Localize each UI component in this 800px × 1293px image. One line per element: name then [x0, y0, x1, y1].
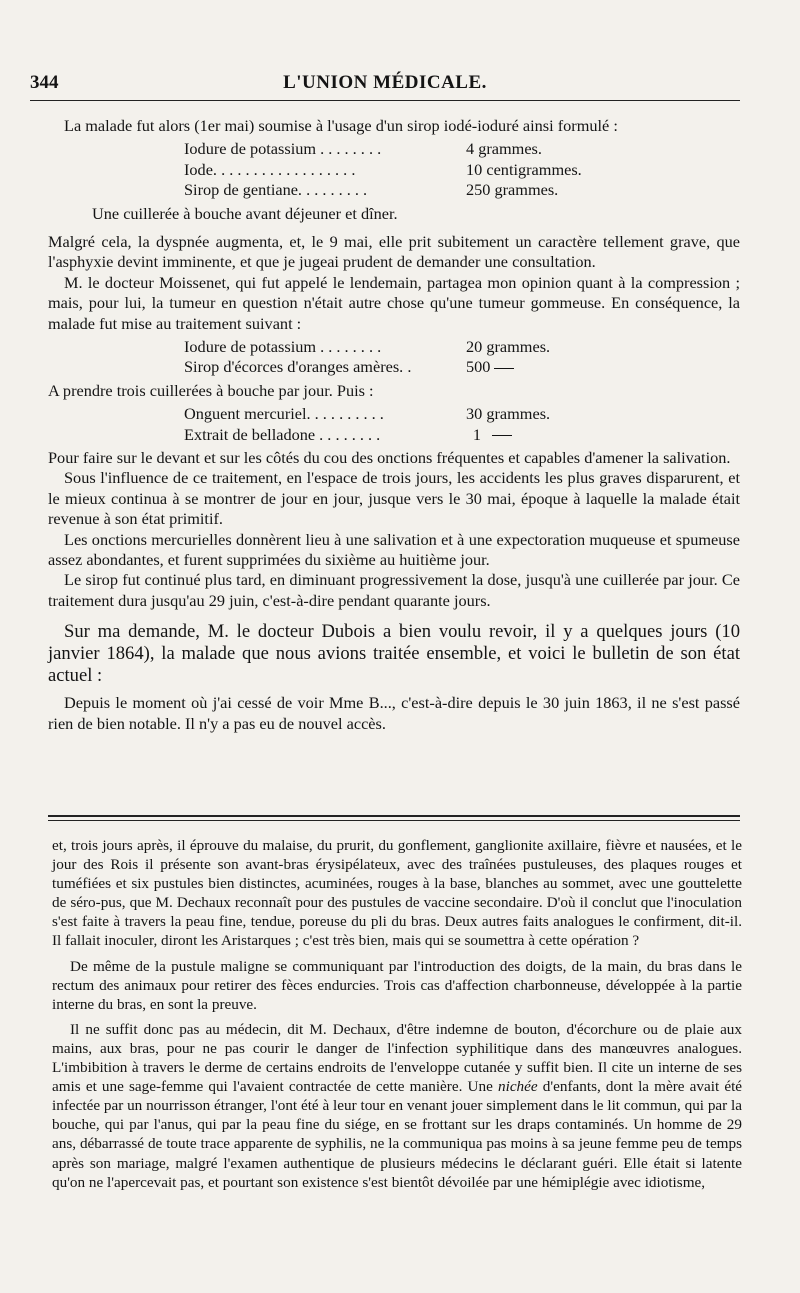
ingredient-name: Iodure de potassium . . . . . . . . — [184, 139, 382, 159]
formula-row — [184, 425, 740, 445]
page-number: 344 — [30, 72, 59, 93]
formula-iodure — [184, 337, 740, 378]
paragraph-intro: La malade fut alors (1er mai) soumise à l'usage d'un sirop iodé-ioduré ainsi formulé : — [64, 116, 618, 135]
formula-row — [184, 160, 740, 180]
header-rule — [30, 100, 740, 101]
ingredient-quantity: 500 — [466, 357, 491, 377]
paragraph-dubois: Sur ma demande, M. le docteur Dubois a bien voulu revoir, il y a quelques jours (10 janvier 1864), la malade que nous avions traitée ensemble, et voici le bulletin de son état actuel : — [48, 621, 740, 687]
ingredient-name: Sirop d'écorces d'oranges amères. . — [184, 357, 412, 377]
formula-onguent — [184, 404, 740, 445]
italic-word: nichée — [498, 1078, 538, 1096]
ingredient-quantity: 4 grammes. — [466, 139, 542, 159]
article-text — [48, 116, 740, 734]
feuilleton-paragraph-1: et, trois jours après, il éprouve du malaise, du prurit, du gonflement, ganglionite axillaire, fièvre et nausées, et le jour des Rois il présente son avant-bras érysipélateux, avec des traînées pustuleuses, des plaques rouges et tuméfiées et six pustules bien distinctes, acuminées, rouges à la base, blanches au sommet, avec une gouttelette de séro-pus, que M. Dechaux reconnaît pour des pustules de vaccine secondaire. D'où il conclut que l'inoculation s'est faite à travers la peau fine, tendue, poreuse du pli du bras. Deux autres faits analogues le confirment, dit-il. Il fallait inoculer, diront les Aristarques ; c'est très bien, mais qui se soumettra à cette opération ? — [52, 837, 742, 950]
ingredient-name: Onguent mercuriel. . . . . . . . . . — [184, 404, 384, 424]
ingredient-name: Extrait de belladone . . . . . . . . — [184, 424, 381, 444]
formula-sirop-iode — [184, 139, 740, 200]
text-run: d'enfants, dont la mère avait été infectée par un nourrisson étranger, l'ont été à leur tour en venant jouer simplement dans le lit commun, qui par la bouche, qui par l'anus, qui par la peau fine du siége, en se frottant sur les draps contaminés. Un homme de 29 ans, débarrassé de toute trace apparente de syphilis, ne la communiqua pas moins à sa jeune femme peu de temps après son mariage, malgré l'examen authentique de plusieurs médecins le déclarant guéri. Elle était si latente qu'on ne l'apercevait pas, et pourtant son existence s'est bientôt dévoilée par une hémiplégie avec idiotisme, — [52, 1078, 743, 1191]
paragraph-dyspnee: Malgré cela, la dyspnée augmenta, et, le 9 mai, elle prit subitement un caractère tellement grave, que l'asphyxie devint imminente, et que je jugeai prudent de demander une consultation. — [48, 231, 740, 272]
feuilleton-separator — [48, 815, 740, 821]
journal-title: L'UNION MÉDICALE. — [283, 72, 487, 93]
paragraph-onctions: Pour faire sur le devant et sur les côtés du cou des onctions fréquentes et capables d'amener la salivation. — [48, 447, 731, 467]
ingredient-quantity: 1 — [472, 424, 482, 444]
feuilleton-paragraph-3 — [52, 1020, 742, 1192]
feuilleton-text — [52, 836, 742, 1192]
ingredient-name: Iodure de potassium . . . . . . . . — [184, 337, 382, 357]
paragraph-influence: Sous l'influence de ce traitement, en l'espace de trois jours, les accidents les plus graves disparurent, et le mieux continua à se montrer de jour en jour, jusque vers le 30 mai, époque à laquelle la malade était revenue à son état primitif. — [48, 468, 740, 529]
formula-row — [184, 357, 740, 377]
paragraph-mercurielles: Les onctions mercurielles donnèrent lieu à une salivation et à une expectoration muqueuse et spumeuse assez abondantes, et furent supprimées du sixième au huitième jour. — [48, 529, 740, 570]
ingredient-quantity: 250 grammes. — [466, 180, 559, 200]
ingredient-quantity: 30 grammes. — [466, 404, 551, 424]
page-header — [30, 72, 740, 98]
paragraph-moissenet: M. le docteur Moissenet, qui fut appelé le lendemain, partagea mon opinion quant à la compression ; mais, pour lui, la tumeur en question n'était autre chose qu'une tumeur gommeuse. En conséquence, la malade fut mise au traitement suivant : — [48, 272, 740, 333]
paragraph-sirop: Le sirop fut continué plus tard, en diminuant progressivement la dose, jusqu'à une cuillerée par jour. Ce traitement dura jusqu'au 29 juin, c'est-à-dire pendant quarante jours. — [48, 570, 740, 610]
dosage-instruction: A prendre trois cuillerées à bouche par jour. Puis : — [48, 380, 374, 400]
text-run: Il ne suffit donc pas au médecin, dit M. Dechaux, d'être indemne de bouton, d'écorchure ou de plaie aux mains, aux bras, pour ne pas courir le danger de l'infection syphilitique dans des manœuvres analogues. L'imbibition à travers le derme de certains endroits de l'enveloppe cutanée y suffit bien. Il cite un interne de ses amis et une sage-femme qui l'avaient contractée de cette manière. Une — [52, 1020, 742, 1096]
dosage-instruction: Une cuillerée à bouche avant déjeuner et dîner. — [92, 203, 398, 223]
ditto-dash — [494, 368, 514, 369]
feuilleton-paragraph-2: De même de la pustule maligne se communiquant par l'introduction des doigts, de la main, du bras dans le rectum des animaux pour retirer des fèces endurcies. Trois cas d'affection charbonneuse, développée à la partie interne du bras, en sont la preuve. — [52, 957, 742, 1013]
ingredient-name: Iode. . . . . . . . . . . . . . . . . . — [184, 159, 356, 179]
ingredient-name: Sirop de gentiane. . . . . . . . . — [184, 180, 368, 200]
formula-row — [184, 180, 740, 200]
formula-row — [184, 139, 740, 159]
ingredient-quantity: 10 centigrammes. — [466, 159, 582, 179]
formula-row — [184, 404, 740, 424]
formula-row — [184, 337, 740, 357]
ditto-dash — [492, 435, 512, 436]
ingredient-quantity: 20 grammes. — [466, 337, 551, 357]
paragraph-depuis: Depuis le moment où j'ai cessé de voir Mme B..., c'est-à-dire depuis le 30 juin 1863, il ne s'est passé rien de bien notable. Il n'y a pas eu de nouvel accès. — [48, 693, 740, 733]
